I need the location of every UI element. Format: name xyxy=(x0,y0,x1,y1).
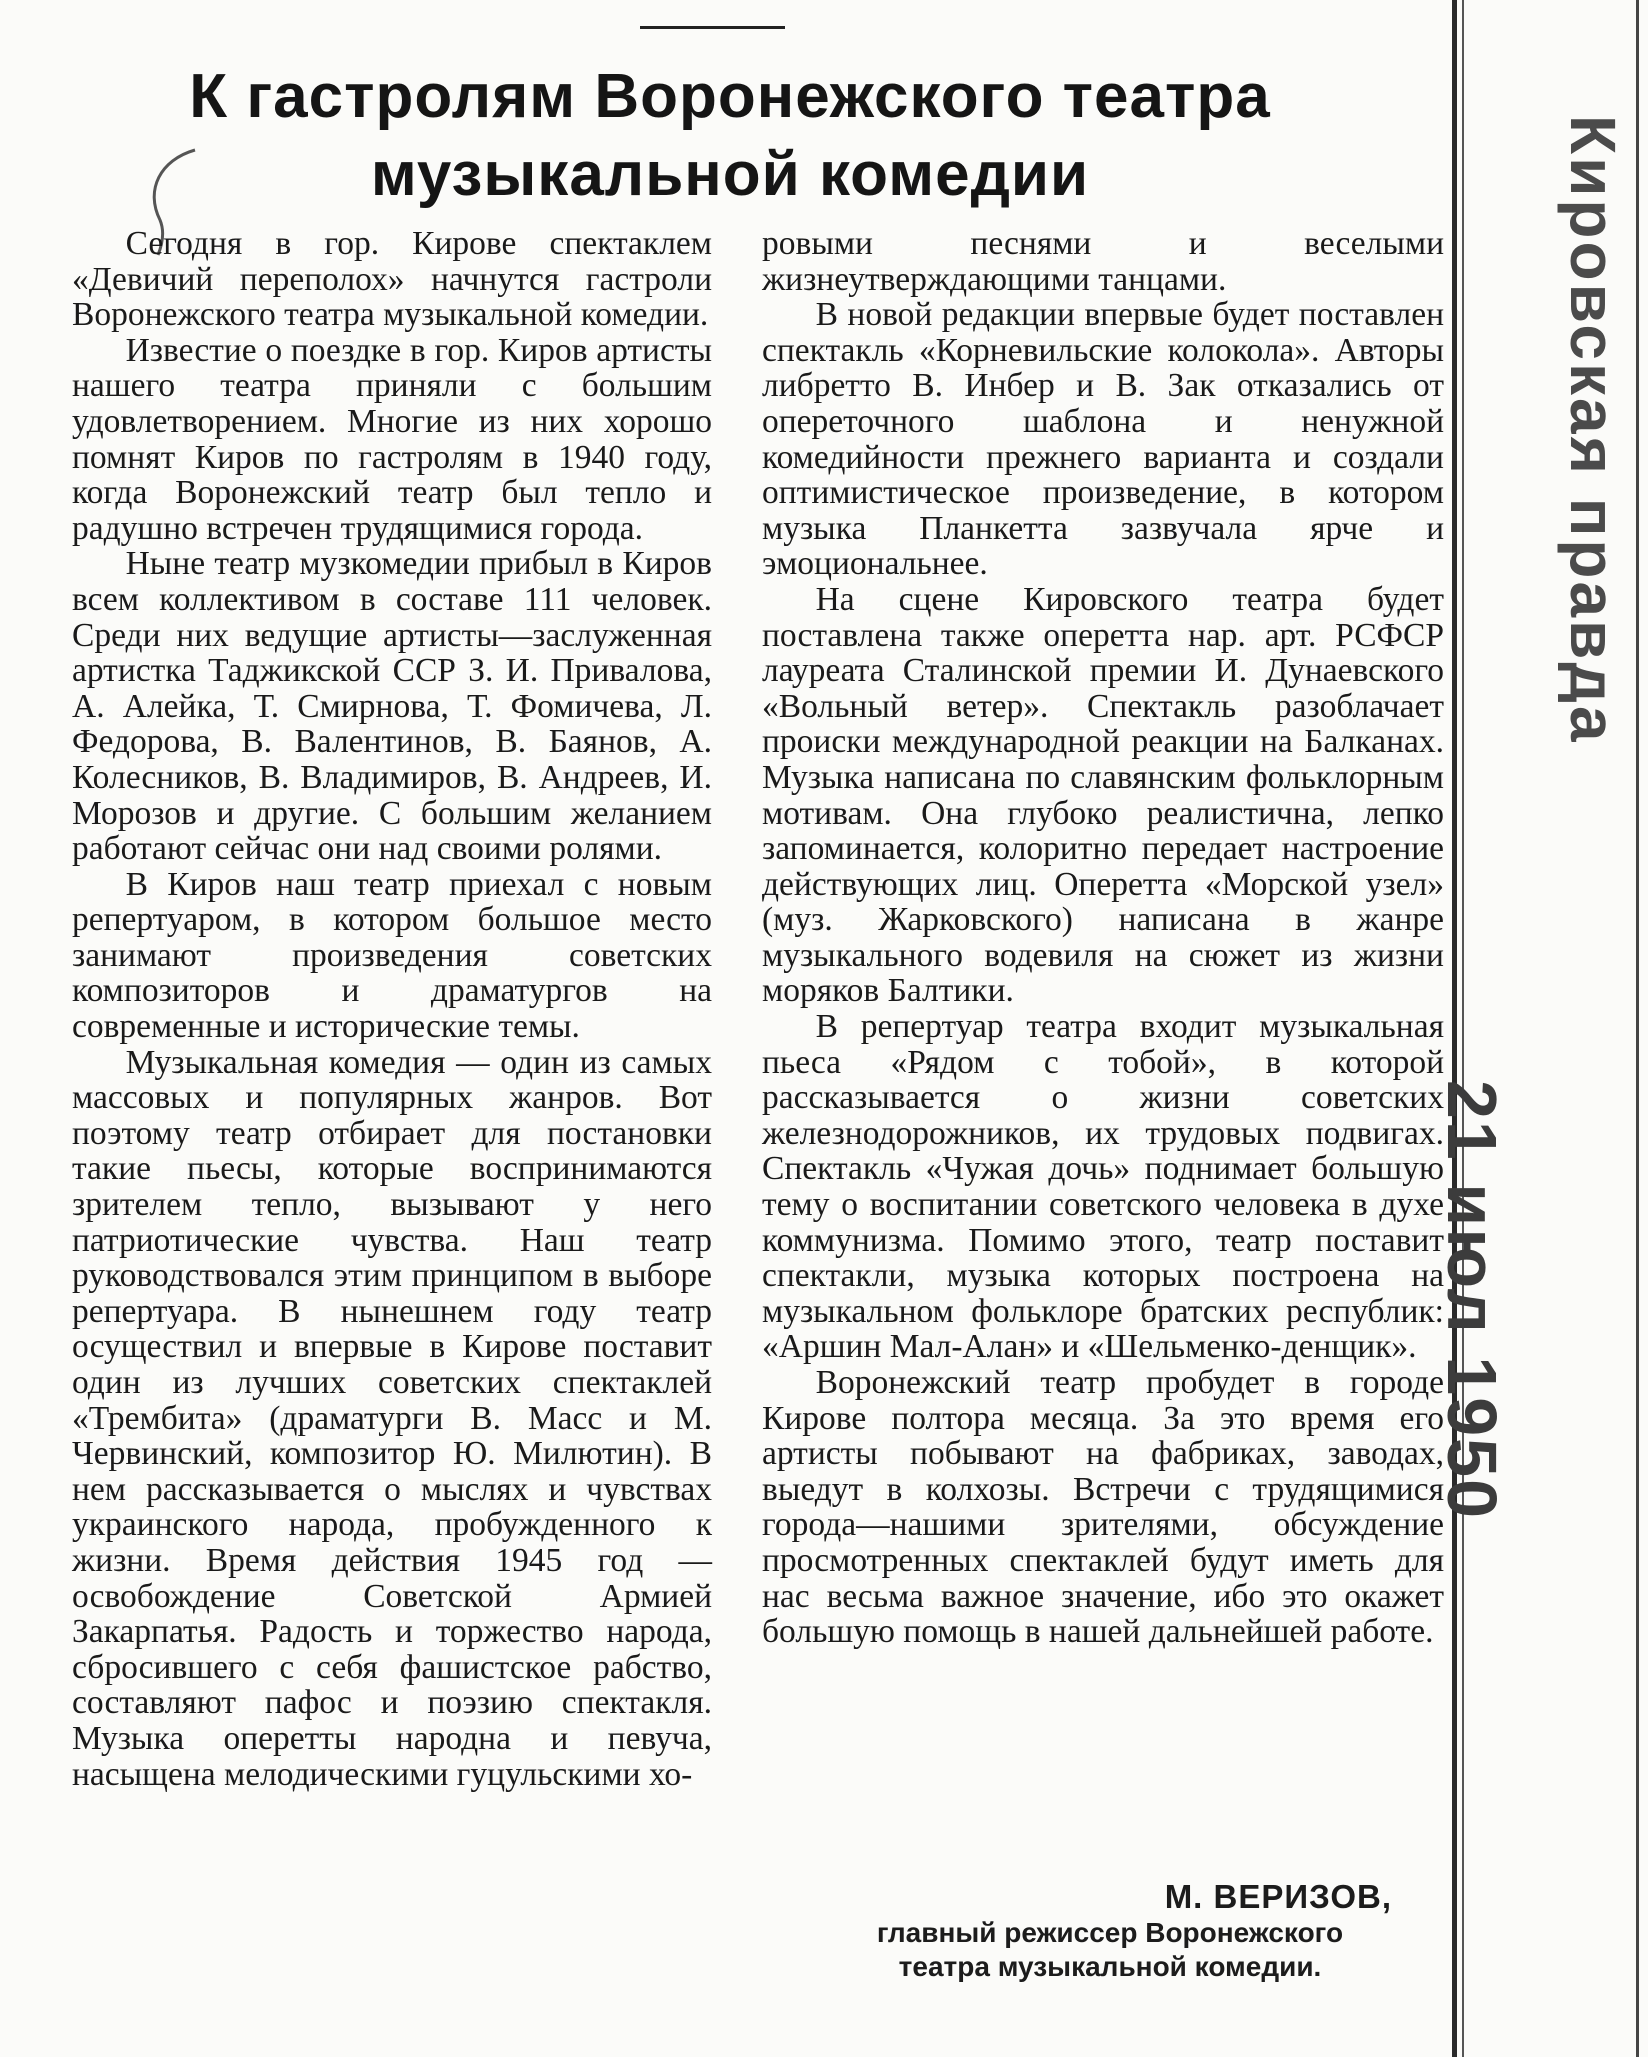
headline xyxy=(70,58,1390,214)
author-role-line-2: театра музыкальной комедии. xyxy=(898,1951,1322,1982)
clipping-edge xyxy=(1636,0,1639,2057)
paragraph: Известие о поездке в гор. Киров артисты нашего театра приняли с большим удовлетворением. Многие из них хорошо помнят Киров по гастролям в 1940 году, когда Воронежский театр был тепло и радушно встречен трудящимися города. xyxy=(72,331,712,547)
date-stamp: 21 июл 1950 xyxy=(1433,1080,1511,1521)
paragraph: На сцене Кировского театра будет поставлена также оперетта нар. арт. РСФСР лауреата Сталинской премии И. Дунаевского «Вольный ветер». Спектакль разоблачает происки международной реакции на Балканах. Музыка написана по славянским фольклорным мотивам. Она глубоко реалистична, лепко запоминается, колоритно передает настроение действующих лиц. Оперетта «Морской узел» (муз. Жарковского) написана в жанре музыкального водевиля на сюжет из жизни моряков Балтики. xyxy=(762,580,1444,1010)
paragraph: В новой редакции впервые будет поставлен спектакль «Корневильские колокола». Авторы либретто В. Инбер и В. Зак отказались от опереточного шаблона и ненужной комедийности прежнего варианта и создали оптимистическое произведение, в котором музыка Планкетта зазвучала ярче и эмоциональнее. xyxy=(762,296,1444,583)
article-column-right xyxy=(762,226,1444,1650)
headline-line-1: К гастролям Воронежского театра xyxy=(189,62,1271,131)
top-rule xyxy=(640,26,785,29)
paragraph: В Киров наш театр приехал с новым репертуаром, в котором большое место занимают произведения советских композиторов и драматургов на современные и исторические темы. xyxy=(72,865,712,1046)
author-name: М. ВЕРИЗОВ, xyxy=(1164,1878,1392,1915)
headline-line-2: музыкальной комедии xyxy=(370,140,1090,209)
paragraph: Ныне театр музкомедии прибыл в Киров всем коллективом в составе 111 человек. Среди них ведущие артисты—заслуженная артистка Таджикской ССР З. И. Привалова, А. Алейка, Т. Смирнова, Т. Фомичева, Л. Федорова, В. Валентинов, В. Баянов, А. Колесников, В. Владимиров, В. Андреев, И. Морозов и другие. С большим желанием работают сейчас они над своими ролями. xyxy=(72,545,712,868)
author-role-line-1: главный режиссер Воронежского xyxy=(876,1917,1344,1948)
paragraph: Сегодня в гор. Кирове спектаклем «Девичий переполох» начнутся гастроли Воронежского театра музыкальной комедии. xyxy=(72,225,712,334)
paragraph-continuation: ровыми песнями и веселыми жизнеутверждающими танцами. xyxy=(762,225,1444,298)
newspaper-stamp: Кировская правда xyxy=(1557,115,1629,745)
signature-block xyxy=(800,1878,1420,1984)
column-divider-thin xyxy=(1462,0,1464,2057)
paragraph: В репертуар театра входит музыкальная пьеса «Рядом с тобой», в которой рассказывается о жизни советских железнодорожников, их трудовых подвигах. Спектакль «Чужая дочь» поднимает большую тему о воспитании советского человека в духе коммунизма. Помимо этого, театр поставит спектакли, музыка которых построена на музыкальном фольклоре братских республик: «Аршин Мал-Алан» и «Шельменко-денщик». xyxy=(762,1008,1444,1366)
paragraph: Музыкальная комедия — один из самых массовых и популярных жанров. Вот поэтому театр отбирает для постановки такие пьесы, которые воспринимаются зрителем тепло, вызывают у него патриотические чувства. Наш театр руководствовался этим принципом в выборе репертуара. В нынешнем году театр осуществил и впервые в Кирове поставит один из лучших советских спектаклей «Трембита» (драматурги В. Масс и М. Червинский, композитор Ю. Милютин). В нем рассказывается о мыслях и чувствах украинского народа, пробужденного к жизни. Время действия 1945 год — освобождение Советской Армией Закарпатья. Радость и торжество народа, сбросившего с себя фашистское рабство, составляют пафос и поэзию спектакля. Музыка оперетты народна и певуча, насыщена мелодическими гуцульскими хо- xyxy=(72,1043,712,1793)
article-column-left xyxy=(72,226,712,1792)
column-divider xyxy=(1452,0,1457,2057)
paragraph: Воронежский театр пробудет в городе Кирове полтора месяца. За это время его артисты побывают на фабриках, заводах, выедут в колхозы. Встречи с трудящимися города—нашими зрителями, обсуждение просмотренных спектаклей будут иметь для нас весьма важное значение, ибо это окажет большую помощь в нашей дальнейшей работе. xyxy=(762,1364,1444,1651)
